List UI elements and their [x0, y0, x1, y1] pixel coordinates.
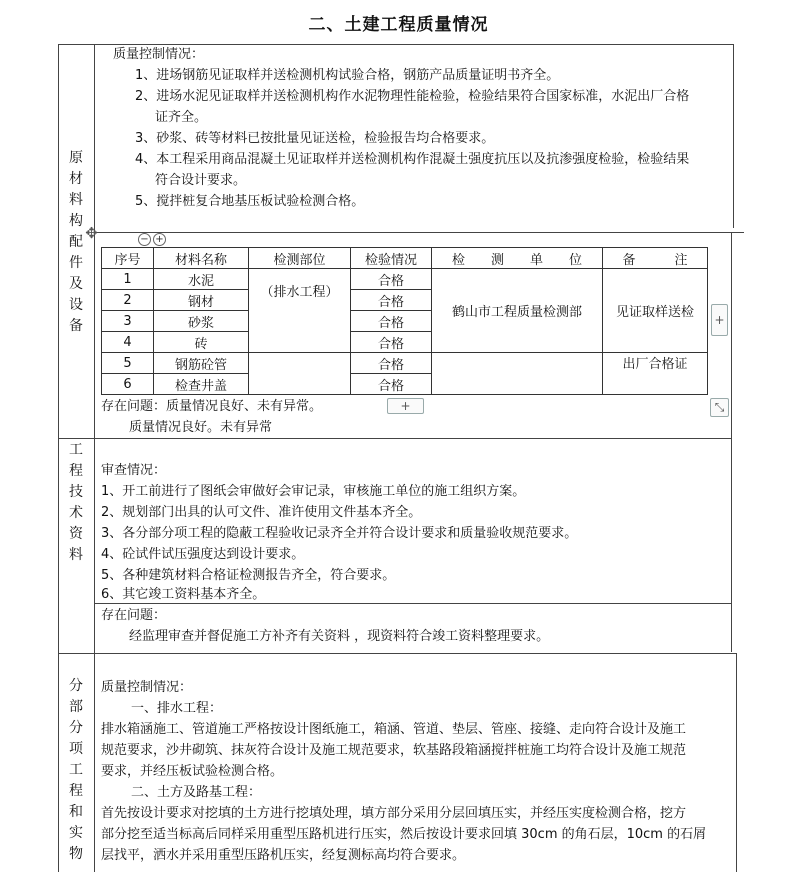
row-material: 钢筋砼管 [154, 353, 249, 374]
materials-item: 4、本工程采用商品混凝土见证取样并送检测机构作混凝土强度抗压以及抗渗强度检验，检验结果 [135, 152, 690, 167]
table-row [102, 353, 708, 374]
note-cell: 见证取样送检 [603, 269, 708, 353]
row-no: 2 [102, 290, 154, 311]
technical-item: 5、各种建筑材料合格证检测报告齐全，符合要求。 [101, 568, 396, 583]
materials-table [101, 247, 708, 395]
technical-item: 6、其它竣工资料基本齐全。 [101, 587, 266, 602]
row-result: 合格 [351, 353, 432, 374]
section-divider-1 [58, 438, 732, 439]
row-material: 水泥 [154, 269, 249, 290]
page-title: 二、土建工程质量情况 [308, 15, 489, 35]
location-cell-empty [249, 353, 351, 395]
add-column-icon[interactable]: + [153, 233, 166, 246]
drainage-text: 规范要求，沙井砌筑、抹灰符合设计及施工规范要求，软基路段箱涵搅拌桩施工均符合设计及施工规范 [101, 743, 687, 758]
row-material: 检查井盖 [154, 374, 249, 395]
materials-item: 5、搅拌桩复合地基压板试验检测合格。 [135, 194, 365, 209]
materials-split [94, 232, 744, 233]
header-cell: 备 注 [603, 248, 708, 269]
materials-item: 3、砂浆、砖等材料已按批量见证送检，检验报告均合格要求。 [135, 131, 495, 146]
earthwork-text: 层找平，洒水并采用重型压路机压实，经复测标高均符合要求。 [101, 848, 466, 863]
frame-right-1 [733, 44, 734, 228]
row-no: 6 [102, 374, 154, 395]
section-divider-2 [58, 653, 737, 654]
materials-problem-text: 质量情况良好。未有异常 [129, 420, 273, 435]
materials-item: 1、进场钢筋见证取样并送检测机构试验合格，钢筋产品质量证明书齐全。 [135, 68, 560, 83]
row-result: 合格 [351, 269, 432, 290]
row-no: 5 [102, 353, 154, 374]
row-material: 钢材 [154, 290, 249, 311]
materials-heading: 质量控制情况： [113, 47, 205, 62]
location-cell: （排水工程） [249, 269, 351, 353]
materials-item: 证齐全。 [155, 110, 208, 125]
subitems-heading: 质量控制情况： [101, 680, 193, 695]
earthwork-heading: 二、土方及路基工程： [131, 785, 262, 800]
table-header-row [102, 248, 708, 269]
note-cell: 出厂合格证 [603, 353, 708, 395]
technical-item: 3、各分部分项工程的隐蔽工程验收记录齐全并符合设计要求和质量验收规范要求。 [101, 526, 578, 541]
drainage-heading: 一、排水工程： [131, 701, 223, 716]
drainage-text: 排水箱涵施工、管道施工严格按设计图纸施工，箱涵、管道、垫层、管座、接缝、走向符合设计及施工 [101, 722, 687, 737]
header-cell: 检验情况 [351, 248, 432, 269]
label-col-divider [94, 44, 95, 872]
materials-section-label: 原 材 料 构 配 件 及 设 备 [69, 150, 83, 334]
frame-right-2 [731, 232, 732, 652]
materials-item: 符合设计要求。 [155, 173, 247, 188]
unit-cell-empty [432, 353, 603, 395]
technical-item: 4、砼试件试压强度达到设计要求。 [101, 547, 305, 562]
table-row [102, 269, 708, 290]
row-material: 砖 [154, 332, 249, 353]
row-no: 4 [102, 332, 154, 353]
row-material: 砂浆 [154, 311, 249, 332]
technical-problem-text: 经监理审查并督促施工方补齐有关资料 ，现资料符合竣工资料整理要求。 [129, 629, 550, 644]
table-move-handle-icon[interactable]: ✥ [85, 224, 98, 242]
header-cell: 序号 [102, 248, 154, 269]
row-result: 合格 [351, 311, 432, 332]
frame-right-3 [736, 654, 737, 872]
materials-problem-label: 存在问题：质量情况良好、未有异常。 [101, 399, 323, 414]
add-column-button[interactable]: + [711, 304, 728, 336]
materials-item: 2、进场水泥见证取样并送检测机构作水泥物理性能检验，检验结果符合国家标准，水泥出厂合格 [135, 89, 690, 104]
unit-cell: 鹤山市工程质量检测部 [432, 269, 603, 353]
resize-table-icon[interactable]: ⤡ [710, 398, 729, 417]
row-no: 3 [102, 311, 154, 332]
drainage-text: 要求，并经压板试验检测合格。 [101, 764, 284, 779]
earthwork-text: 部分挖至适当标高后同样采用重型压路机进行压实，然后按设计要求回填 30cm 的角石层，10cm 的石屑 [101, 827, 707, 842]
remove-column-icon[interactable]: − [138, 233, 151, 246]
technical-heading: 审查情况： [101, 463, 167, 478]
row-result: 合格 [351, 332, 432, 353]
add-row-button[interactable]: + [387, 398, 424, 414]
row-result: 合格 [351, 374, 432, 395]
earthwork-text: 首先按设计要求对挖填的土方进行挖填处理，填方部分采用分层回填压实，并经压实度检测合格，挖方 [101, 806, 687, 821]
technical-problem-label: 存在问题： [101, 608, 167, 623]
technical-section-label: 工 程 技 术 资 料 [69, 442, 83, 563]
header-cell: 检 测 单 位 [432, 248, 603, 269]
subitems-section-label: 分 部 分 项 工 程 和 实 物 [69, 678, 83, 862]
row-result: 合格 [351, 290, 432, 311]
technical-item: 1、开工前进行了图纸会审做好会审记录，审核施工单位的施工组织方案。 [101, 484, 526, 499]
header-cell: 材料名称 [154, 248, 249, 269]
header-cell: 检测部位 [249, 248, 351, 269]
row-no: 1 [102, 269, 154, 290]
technical-item: 2、规划部门出具的认可文件、准许使用文件基本齐全。 [101, 505, 422, 520]
